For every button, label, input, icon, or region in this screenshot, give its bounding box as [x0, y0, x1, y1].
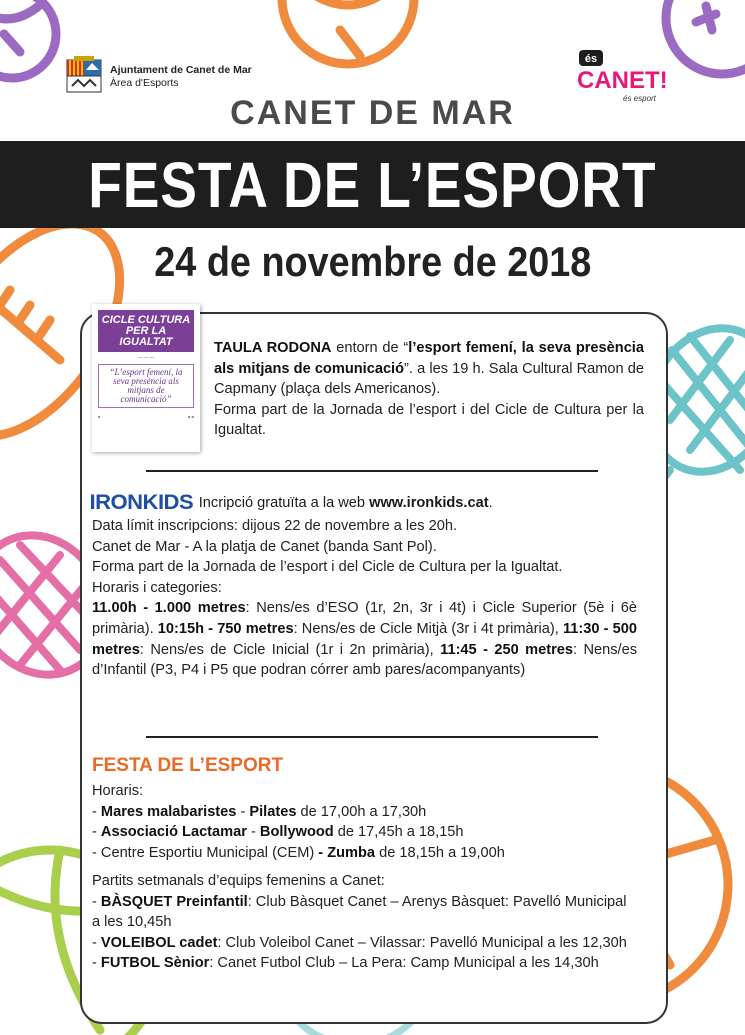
activity-item: - Centre Esportiu Municipal (CEM) - Zumba de 18,15h a 19,00h: [92, 844, 505, 861]
match-item: - BÀSQUET Preinfantil: Club Bàsquet Canet – Arenys Bàsquet: Pavelló Municipal a les 10,45h: [92, 893, 627, 931]
town-name: CANET DE MAR: [230, 94, 515, 132]
activity-item: - Mares malabaristes - Pilates de 17,00h a 17,30h: [92, 803, 427, 820]
ironkids-schedule-label: Horaris i categories:: [92, 579, 222, 596]
festa-activities: [92, 781, 637, 863]
ironkids-header: IRONKIDS Incripció gratuïta a la web www.ironkids.cat.: [89, 491, 493, 514]
match-item: - FUTBOL Sènior: Canet Futbol Club – La Pera: Camp Municipal a les 14,30h: [92, 955, 599, 972]
event-title: FESTA DE L’ESPORT: [88, 148, 657, 221]
poster-decoration: — — —: [137, 355, 154, 360]
ironkids-section: [92, 516, 637, 681]
poster-quote: “L’esport femení, la seva presència als mitjans de comunicació”: [98, 364, 194, 408]
council-coat-of-arms-icon: [66, 56, 102, 98]
festa-horaris-label: Horaris:: [92, 783, 144, 799]
orange-ball-icon: [282, 0, 414, 64]
festa-title: FESTA DE L’ESPORT: [92, 755, 284, 776]
match-item: - VOLEIBOL cadet: Club Voleibol Canet – Vilassar: Pavelló Municipal a les 12,30h: [92, 934, 627, 951]
ironkids-categories: 11.00h - 1.000 metres: Nens/es d’ESO (1r, 2n, 3r i 4t) i Cicle Superior (5è i 6è primària). 10:15h - 750 metres: Nens/es de Cicle Mitjà (3r i 4t primària), 11:30 - 500 metres: Nens/es de Cicle Inicial (1r i 2n primària), 11:45 - 250 metres: Nens/es d’Infantil (P3, P4 i P5 que podran córrer amb pares/acompanyants): [92, 600, 637, 679]
poster-title: CICLE CULTURA PER LA IGUALTAT: [98, 310, 194, 352]
event-date: 24 de novembre de 2018: [153, 238, 592, 285]
cicle-cultura-poster: [92, 304, 200, 452]
council-name: Ajuntament de Canet de Mar: [110, 64, 252, 76]
divider: [146, 736, 598, 738]
matches-label: Partits setmanals d’equips femenins a Canet:: [92, 873, 385, 889]
council-area: Àrea d'Esports: [110, 77, 179, 89]
council-header: [66, 56, 252, 98]
ironkids-place: Canet de Mar - A la platja de Canet (banda Sant Pol).: [92, 538, 437, 555]
festa-matches: [92, 871, 637, 974]
activity-item: - Associació Lactamar - Bollywood de 17,45h a 18,15h: [92, 824, 464, 841]
logo-line2: CANET!: [577, 67, 668, 94]
purple-ball-icon: [0, 0, 56, 78]
purple-racket-icon: [666, 0, 745, 74]
poster-footer: ■ ■ ■: [98, 414, 194, 419]
ironkids-deadline: Data límit inscripcions: dijous 22 de novembre a les 20h.: [92, 518, 458, 534]
divider: [146, 470, 598, 472]
taula-rodona-label: TAULA RODONA: [214, 340, 332, 356]
ironkids-logo: IRONKIDS: [89, 491, 194, 514]
ironkids-web-link[interactable]: www.ironkids.cat: [369, 495, 489, 511]
taula-topic: l’esport femení, la seva presència als mitjans de comunicació: [214, 340, 644, 377]
taula-note: Forma part de la Jornada de l’esport i del Cicle de Cultura per la Igualtat.: [214, 401, 644, 439]
taula-rodona-section: TAULA RODONA entorn de “l’esport femení, la seva presència als mitjans de comunicació”. a les 19 h. Sala Cultural Ramon de Capmany (plaça dels Americanos). Forma part de la Jornada de l’esport i del Cicle de Cultura per la Igualtat.: [214, 338, 644, 441]
ironkids-part: Forma part de la Jornada de l’esport i del Cicle de Cultura per la Igualtat.: [92, 559, 563, 576]
program-card: [80, 312, 668, 1024]
logo-line1: és: [584, 53, 598, 65]
logo-line3: és esport: [623, 94, 656, 103]
title-banner: [0, 141, 745, 228]
